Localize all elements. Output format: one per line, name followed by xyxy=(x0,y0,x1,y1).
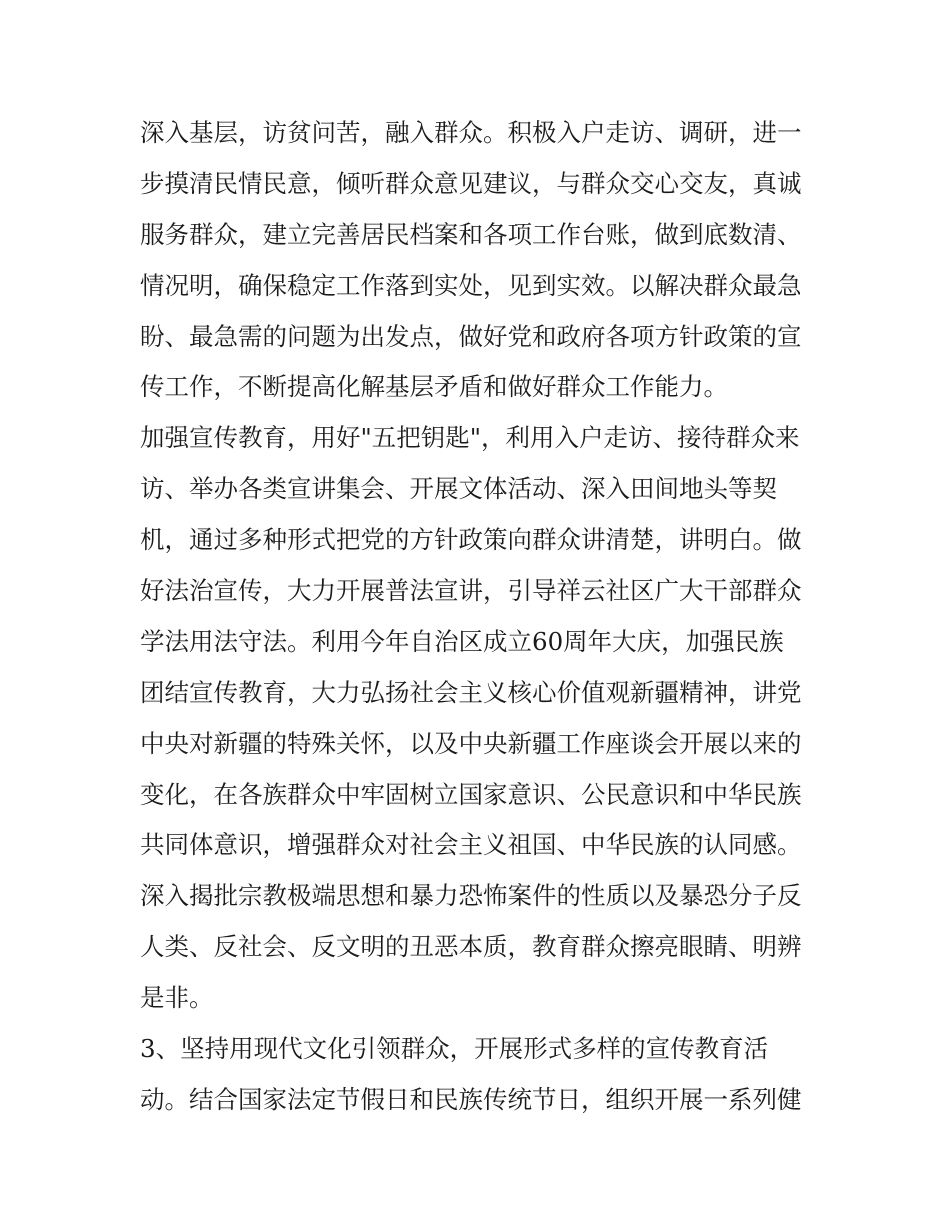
text-line: 动。结合国家法定节假日和民族传统节日，组织开展一系列健 xyxy=(140,1084,802,1114)
text-line: 步摸清民情民意，倾听群众意见建议，与群众交心交友，真诚 xyxy=(140,168,802,198)
text-line: 加强宣传教育，用好"五把钥匙"，利用入户走访、接待群众来 xyxy=(140,423,800,453)
text-line: 中央对新疆的特殊关怀，以及中央新疆工作座谈会开展以来的 xyxy=(140,728,802,758)
text-line: 深入揭批宗教极端思想和暴力恐怖案件的性质以及暴恐分子反 xyxy=(140,881,802,911)
text-line: 情况明，确保稳定工作落到实处，见到实效。以解决群众最急 xyxy=(140,270,802,300)
text-line: 盼、最急需的问题为出发点，做好党和政府各项方针政策的宣 xyxy=(140,321,802,351)
body-text xyxy=(140,108,820,1126)
text-line: 人类、反社会、反文明的丑恶本质，教育群众擦亮眼睛、明辨 xyxy=(140,932,802,962)
text-line: 服务群众，建立完善居民档案和各项工作台账，做到底数清、 xyxy=(140,219,802,249)
text-line: 团结宣传教育，大力弘扬社会主义核心价值观新疆精神，讲党 xyxy=(140,677,802,707)
text-line: 传工作，不断提高化解基层矛盾和做好群众工作能力。 xyxy=(140,372,728,402)
text-line: 共同体意识，增强群众对社会主义祖国、中华民族的认同感。 xyxy=(140,830,802,860)
text-line: 访、举办各类宣讲集会、开展文体活动、深入田间地头等契 xyxy=(140,474,777,504)
text-line: 是非。 xyxy=(140,983,214,1013)
text-line: 好法治宣传，大力开展普法宣讲，引导祥云社区广大干部群众 xyxy=(140,576,802,606)
text-line: 学法用法守法。利用今年自治区成立60周年大庆，加强民族 xyxy=(140,626,784,656)
text-line: 3、坚持用现代文化引领群众，开展形式多样的宣传教育活 xyxy=(140,1034,769,1064)
text-line: 深入基层，访贫问苦，融入群众。积极入户走访、调研，进一 xyxy=(140,118,802,147)
text-line: 变化，在各族群众中牢固树立国家意识、公民意识和中华民族 xyxy=(140,779,802,809)
text-line: 机，通过多种形式把党的方针政策向群众讲清楚，讲明白。做 xyxy=(140,525,802,555)
